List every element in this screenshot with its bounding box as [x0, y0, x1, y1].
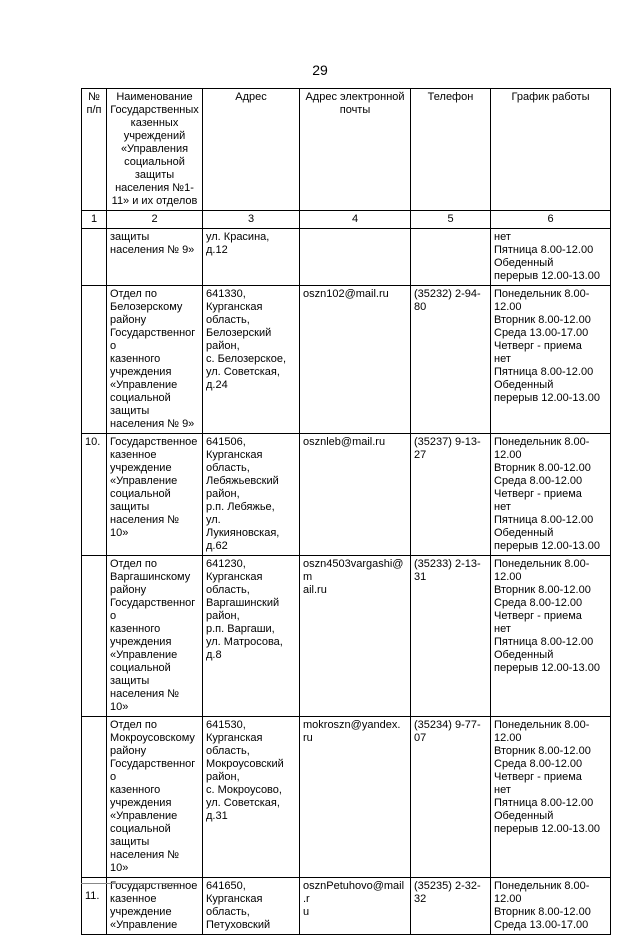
- institution-email: oszn4503vargashi@m ail.ru: [300, 556, 411, 717]
- column-index: 3: [203, 211, 300, 229]
- institution-schedule: Понедельник 8.00- 12.00 Вторник 8.00-12.00 Среда 8.00-12.00 Четверг - приема нет Пятница 8.00-12.00 Обеденный перерыв 12.00-13.00: [491, 556, 611, 717]
- table-row: [82, 229, 611, 286]
- column-index: 4: [300, 211, 411, 229]
- institution-address: 641530, Курганская область, Мокроусовский район, с. Мокроусово, ул. Советская, д.31: [203, 717, 300, 878]
- institution-name: Отдел по Варгашинскому району Государственного казенного учреждения «Управление социальной защиты населения № 10»: [107, 556, 203, 717]
- institution-phone: (35234) 9-77- 07: [411, 717, 491, 878]
- institution-schedule: Понедельник 8.00- 12.00 Вторник 8.00-12.00 Среда 8.00-12.00 Четверг - приема нет Пятница 8.00-12.00 Обеденный перерыв 12.00-13.00: [491, 434, 611, 556]
- institution-address: 641230, Курганская область, Варгашинский район, р.п. Варгаши, ул. Матросова, д.8: [203, 556, 300, 717]
- institution-name: Государственное казенное учреждение «Управление социальной защиты населения № 10»: [107, 434, 203, 556]
- row-number: 11.: [82, 878, 107, 935]
- header-address: Адрес: [203, 89, 300, 211]
- institution-name: Отдел по Мокроусовскому району Государственного казенного учреждения «Управление социальной защиты населения № 10»: [107, 717, 203, 878]
- institution-phone: (35232) 2-94- 80: [411, 286, 491, 434]
- institution-email: osznleb@mail.ru: [300, 434, 411, 556]
- institution-phone: (35237) 9-13- 27: [411, 434, 491, 556]
- page-bottom-rule: [81, 883, 181, 884]
- header-number: № п/п: [82, 89, 107, 211]
- page-number: 29: [312, 62, 328, 78]
- table-row: [82, 717, 611, 878]
- institution-phone: [411, 229, 491, 286]
- institution-name: защиты населения № 9»: [107, 229, 203, 286]
- row-number: [82, 229, 107, 286]
- institution-email: osznPetuhovo@mail.r u: [300, 878, 411, 935]
- table-row: [82, 556, 611, 717]
- institution-address: ул. Красина, д.12: [203, 229, 300, 286]
- row-number: [82, 286, 107, 434]
- institution-schedule: Понедельник 8.00- 12.00 Вторник 8.00-12.00 Среда 13.00-17.00 Четверг - приема нет Пятница 8.00-12.00 Обеденный перерыв 12.00-13.00: [491, 286, 611, 434]
- institution-email: mokroszn@yandex. ru: [300, 717, 411, 878]
- header-email: Адрес электронной почты: [300, 89, 411, 211]
- institution-name: Отдел по Белозерскому району Государственного казенного учреждения «Управление социальной защиты населения № 9»: [107, 286, 203, 434]
- institution-schedule: Понедельник 8.00- 12.00 Вторник 8.00-12.00 Среда 13.00-17.00: [491, 878, 611, 935]
- institution-address: 641506, Курганская область, Лебяжьевский район, р.п. Лебяжье, ул. Лукияновская, д.62: [203, 434, 300, 556]
- row-number: 10.: [82, 434, 107, 556]
- institution-phone: (35233) 2-13- 31: [411, 556, 491, 717]
- header-phone: Телефон: [411, 89, 491, 211]
- institution-address: 641650, Курганская область, Петуховский: [203, 878, 300, 935]
- institution-email: oszn102@mail.ru: [300, 286, 411, 434]
- header-schedule: График работы: [491, 89, 611, 211]
- header-name: Наименование Государственных казенных учреждений «Управления социальной защиты населения №1- 11» и их отделов: [107, 89, 203, 211]
- table-row: [82, 434, 611, 556]
- header-row: [82, 89, 611, 211]
- institution-phone: (35235) 2-32- 32: [411, 878, 491, 935]
- institution-schedule: нет Пятница 8.00-12.00 Обеденный перерыв 12.00-13.00: [491, 229, 611, 286]
- institutions-table: [81, 88, 611, 935]
- institution-email: [300, 229, 411, 286]
- column-index: 6: [491, 211, 611, 229]
- institution-name: Государственное казенное учреждение «Управление: [107, 878, 203, 935]
- column-index: 5: [411, 211, 491, 229]
- column-index: 2: [107, 211, 203, 229]
- column-index-row: [82, 211, 611, 229]
- row-number: [82, 556, 107, 717]
- table-row: [82, 878, 611, 935]
- column-index: 1: [82, 211, 107, 229]
- table-row: [82, 286, 611, 434]
- institution-address: 641330, Курганская область, Белозерский район, с. Белозерское, ул. Советская, д.24: [203, 286, 300, 434]
- row-number: [82, 717, 107, 878]
- institution-schedule: Понедельник 8.00- 12.00 Вторник 8.00-12.00 Среда 8.00-12.00 Четверг - приема нет Пятница 8.00-12.00 Обеденный перерыв 12.00-13.00: [491, 717, 611, 878]
